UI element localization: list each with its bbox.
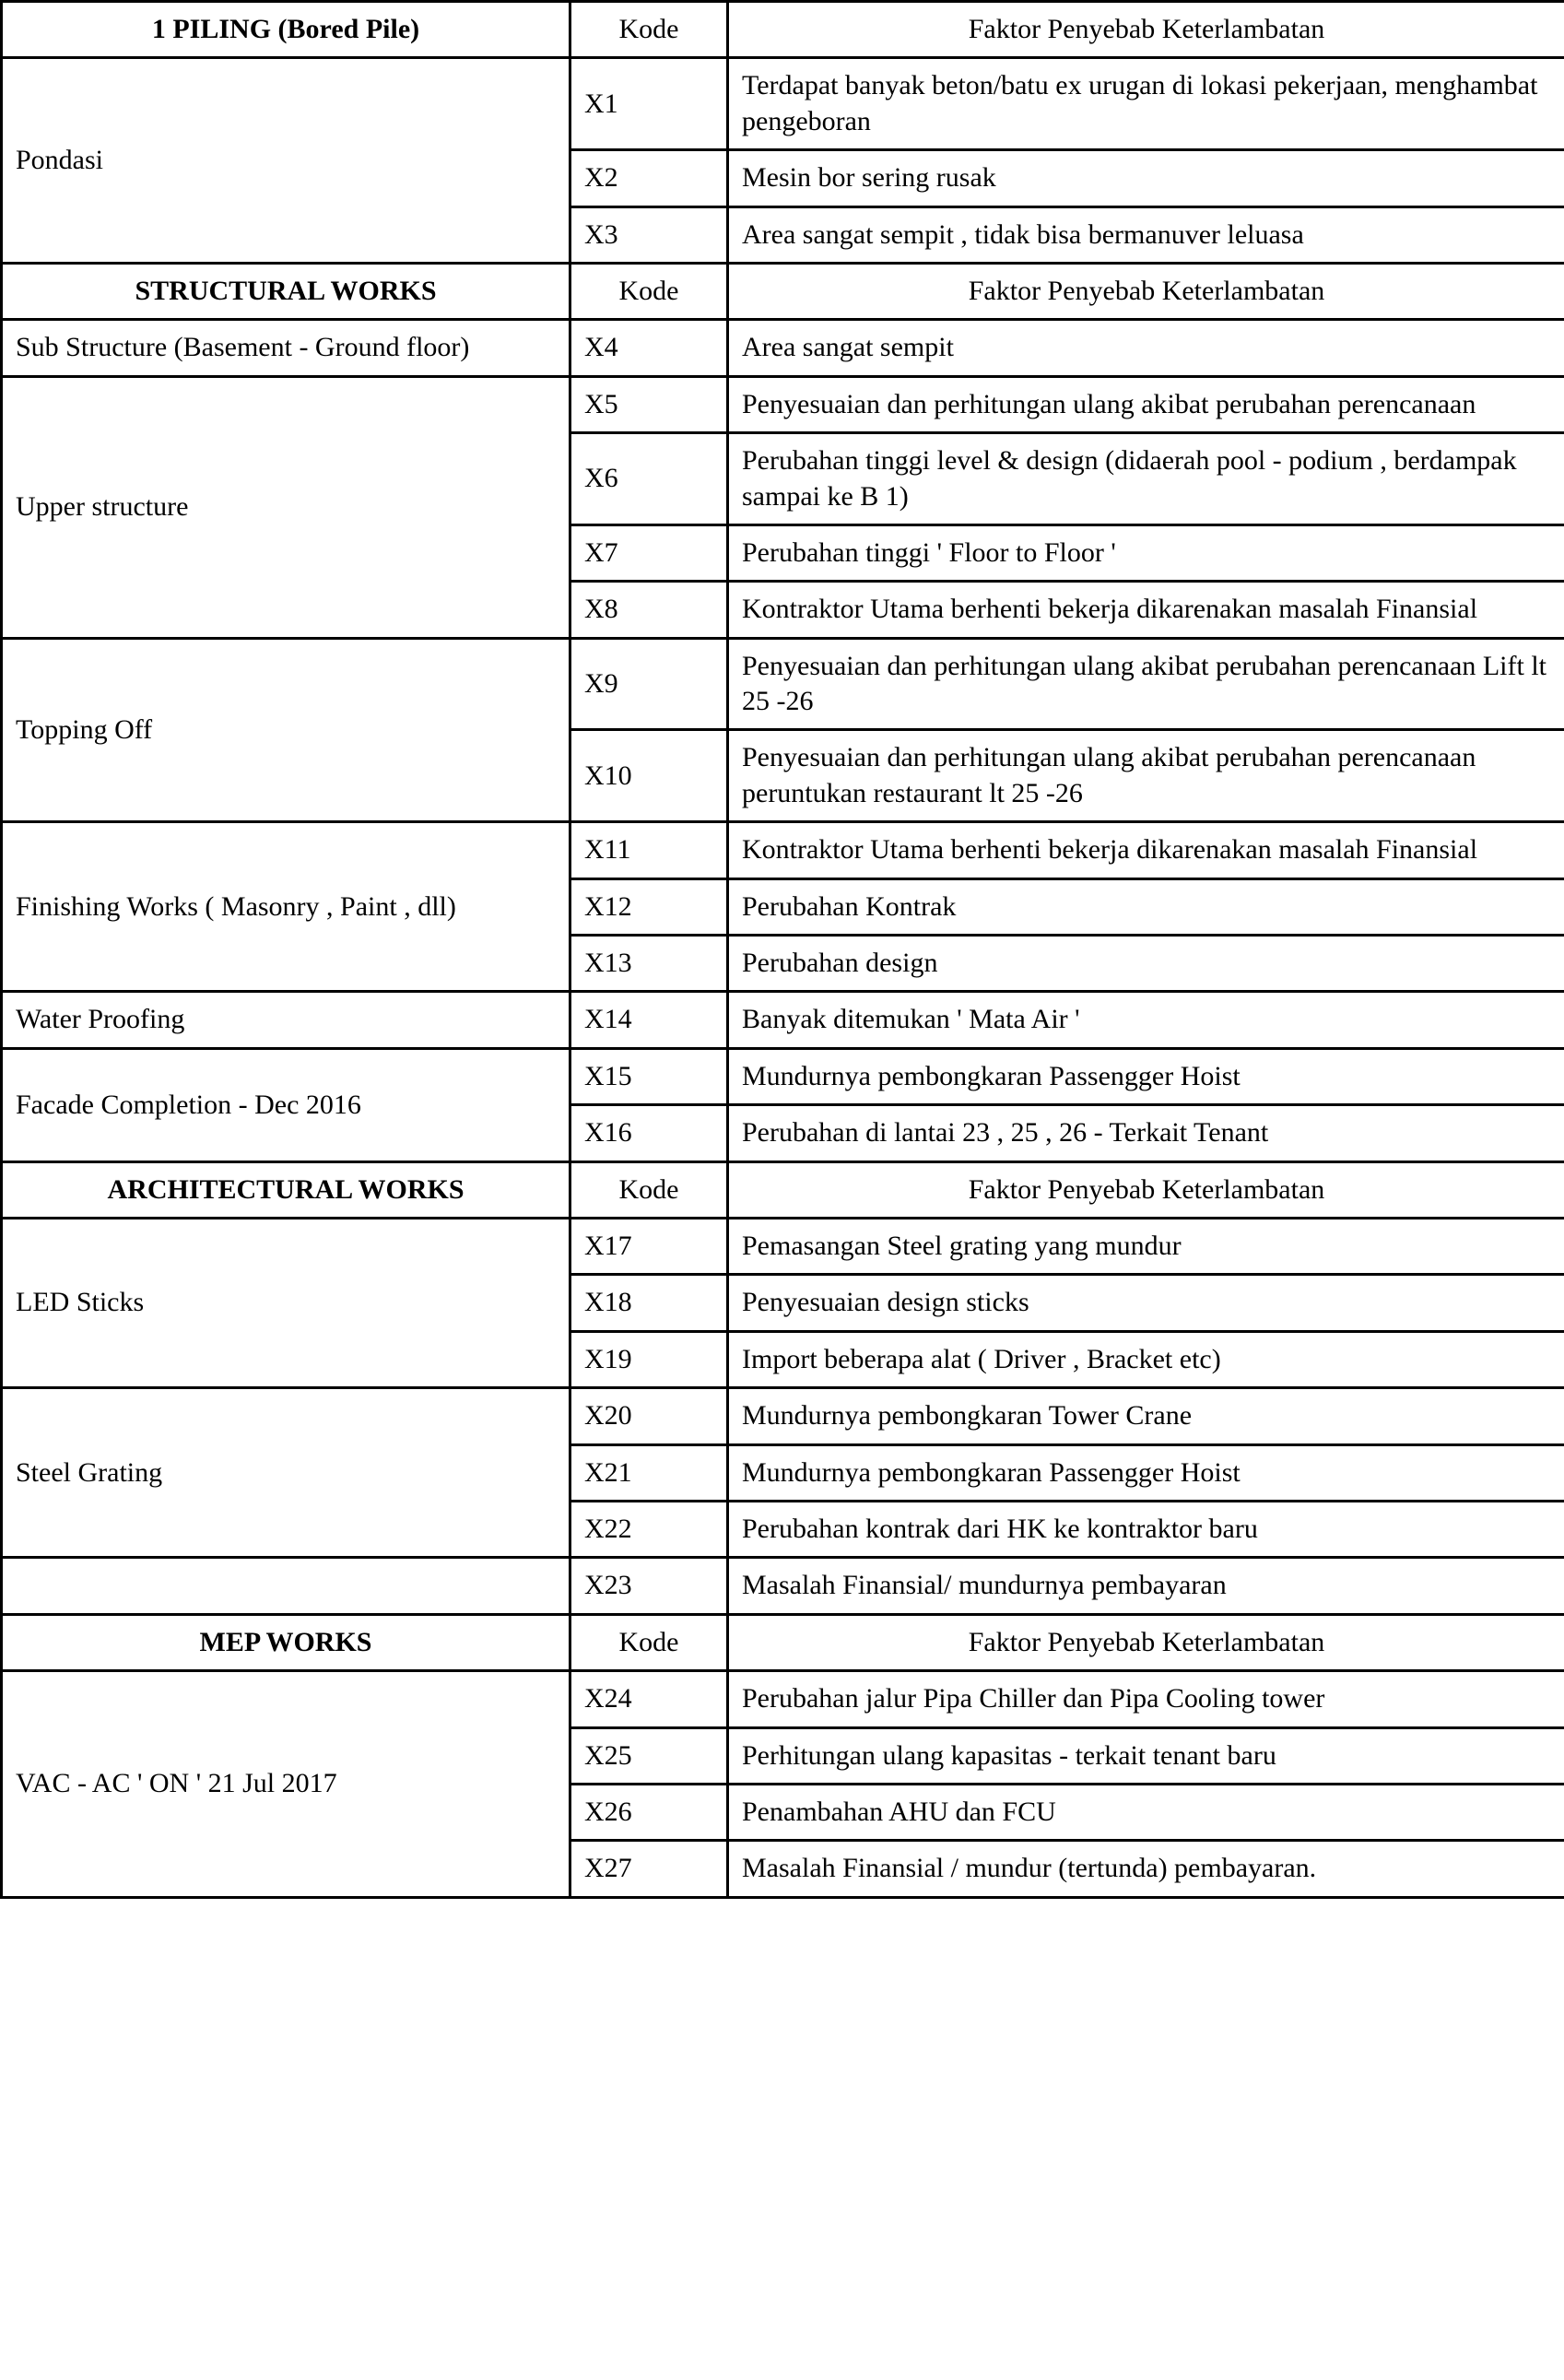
factor-x17: Pemasangan Steel grating yang mundur xyxy=(728,1218,1564,1274)
code-x16: X16 xyxy=(570,1105,728,1161)
factor-x7: Perubahan tinggi ' Floor to Floor ' xyxy=(728,524,1564,581)
column-header-kode: Kode xyxy=(570,263,728,319)
activity-led-sticks: LED Sticks xyxy=(2,1218,570,1387)
factor-x12: Perubahan Kontrak xyxy=(728,878,1564,935)
activity-topping-off: Topping Off xyxy=(2,638,570,822)
code-x13: X13 xyxy=(570,936,728,992)
factor-x9: Penyesuaian dan perhitungan ulang akibat perubahan perencanaan Lift lt 25 -26 xyxy=(728,638,1564,730)
table-row xyxy=(2,1388,1564,1444)
factor-x14: Banyak ditemukan ' Mata Air ' xyxy=(728,992,1564,1048)
section-header-structural xyxy=(2,263,1564,319)
code-x11: X11 xyxy=(570,822,728,878)
code-x4: X4 xyxy=(570,320,728,376)
table-row xyxy=(2,320,1564,376)
factor-x19: Import beberapa alat ( Driver , Bracket etc) xyxy=(728,1331,1564,1387)
column-header-faktor: Faktor Penyebab Keterlambatan xyxy=(728,2,1564,58)
activity-pondasi: Pondasi xyxy=(2,58,570,264)
code-x10: X10 xyxy=(570,730,728,822)
code-x27: X27 xyxy=(570,1841,728,1897)
code-x25: X25 xyxy=(570,1727,728,1784)
activity-blank xyxy=(2,1558,570,1614)
activity-facade-completion: Facade Completion - Dec 2016 xyxy=(2,1048,570,1161)
code-x22: X22 xyxy=(570,1501,728,1557)
code-x23: X23 xyxy=(570,1558,728,1614)
factor-x2: Mesin bor sering rusak xyxy=(728,150,1564,206)
section-header-piling xyxy=(2,2,1564,58)
table-row xyxy=(2,1671,1564,1727)
factor-x13: Perubahan design xyxy=(728,936,1564,992)
factor-x16: Perubahan di lantai 23 , 25 , 26 - Terkait Tenant xyxy=(728,1105,1564,1161)
code-x19: X19 xyxy=(570,1331,728,1387)
column-header-faktor: Faktor Penyebab Keterlambatan xyxy=(728,1161,1564,1218)
factor-x25: Perhitungan ulang kapasitas - terkait tenant baru xyxy=(728,1727,1564,1784)
factor-x20: Mundurnya pembongkaran Tower Crane xyxy=(728,1388,1564,1444)
factor-x3: Area sangat sempit , tidak bisa bermanuver leluasa xyxy=(728,206,1564,263)
code-x17: X17 xyxy=(570,1218,728,1274)
code-x7: X7 xyxy=(570,524,728,581)
table-row xyxy=(2,1558,1564,1614)
code-x15: X15 xyxy=(570,1048,728,1104)
table-row xyxy=(2,1218,1564,1274)
activity-sub-structure: Sub Structure (Basement - Ground floor) xyxy=(2,320,570,376)
table-row xyxy=(2,638,1564,730)
table-row xyxy=(2,1048,1564,1104)
section-title-piling: 1 PILING (Bored Pile) xyxy=(2,2,570,58)
activity-upper-structure: Upper structure xyxy=(2,376,570,638)
factor-x15: Mundurnya pembongkaran Passengger Hoist xyxy=(728,1048,1564,1104)
section-header-architectural xyxy=(2,1161,1564,1218)
column-header-kode: Kode xyxy=(570,1161,728,1218)
section-title-architectural: ARCHITECTURAL WORKS xyxy=(2,1161,570,1218)
code-x18: X18 xyxy=(570,1275,728,1331)
code-x12: X12 xyxy=(570,878,728,935)
activity-water-proofing: Water Proofing xyxy=(2,992,570,1048)
factor-x24: Perubahan jalur Pipa Chiller dan Pipa Cooling tower xyxy=(728,1671,1564,1727)
factor-x8: Kontraktor Utama berhenti bekerja dikarenakan masalah Finansial xyxy=(728,582,1564,638)
factor-x18: Penyesuaian design sticks xyxy=(728,1275,1564,1331)
column-header-faktor: Faktor Penyebab Keterlambatan xyxy=(728,1614,1564,1670)
section-header-mep xyxy=(2,1614,1564,1670)
code-x5: X5 xyxy=(570,376,728,432)
section-title-structural: STRUCTURAL WORKS xyxy=(2,263,570,319)
code-x26: X26 xyxy=(570,1784,728,1840)
table-row xyxy=(2,58,1564,150)
factor-x6: Perubahan tinggi level & design (didaerah pool - podium , berdampak sampai ke B 1) xyxy=(728,433,1564,525)
column-header-kode: Kode xyxy=(570,2,728,58)
factor-x26: Penambahan AHU dan FCU xyxy=(728,1784,1564,1840)
factor-x11: Kontraktor Utama berhenti bekerja dikarenakan masalah Finansial xyxy=(728,822,1564,878)
code-x21: X21 xyxy=(570,1444,728,1501)
code-x3: X3 xyxy=(570,206,728,263)
factor-x22: Perubahan kontrak dari HK ke kontraktor baru xyxy=(728,1501,1564,1557)
table-row xyxy=(2,822,1564,878)
code-x9: X9 xyxy=(570,638,728,730)
code-x24: X24 xyxy=(570,1671,728,1727)
section-title-mep: MEP WORKS xyxy=(2,1614,570,1670)
code-x8: X8 xyxy=(570,582,728,638)
factor-x21: Mundurnya pembongkaran Passengger Hoist xyxy=(728,1444,1564,1501)
table-row xyxy=(2,376,1564,432)
table-row xyxy=(2,992,1564,1048)
factor-x23: Masalah Finansial/ mundurnya pembayaran xyxy=(728,1558,1564,1614)
code-x2: X2 xyxy=(570,150,728,206)
code-x6: X6 xyxy=(570,433,728,525)
activity-vac: VAC - AC ' ON ' 21 Jul 2017 xyxy=(2,1671,570,1898)
factor-x5: Penyesuaian dan perhitungan ulang akibat perubahan perencanaan xyxy=(728,376,1564,432)
activity-steel-grating: Steel Grating xyxy=(2,1388,570,1558)
activity-finishing-works: Finishing Works ( Masonry , Paint , dll) xyxy=(2,822,570,992)
code-x14: X14 xyxy=(570,992,728,1048)
column-header-kode: Kode xyxy=(570,1614,728,1670)
column-header-faktor: Faktor Penyebab Keterlambatan xyxy=(728,263,1564,319)
factor-x4: Area sangat sempit xyxy=(728,320,1564,376)
code-x20: X20 xyxy=(570,1388,728,1444)
factor-x27: Masalah Finansial / mundur (tertunda) pembayaran. xyxy=(728,1841,1564,1897)
factor-x1: Terdapat banyak beton/batu ex urugan di lokasi pekerjaan, menghambat pengeboran xyxy=(728,58,1564,150)
code-x1: X1 xyxy=(570,58,728,150)
factor-x10: Penyesuaian dan perhitungan ulang akibat perubahan perencanaan peruntukan restaurant lt 25 -26 xyxy=(728,730,1564,822)
